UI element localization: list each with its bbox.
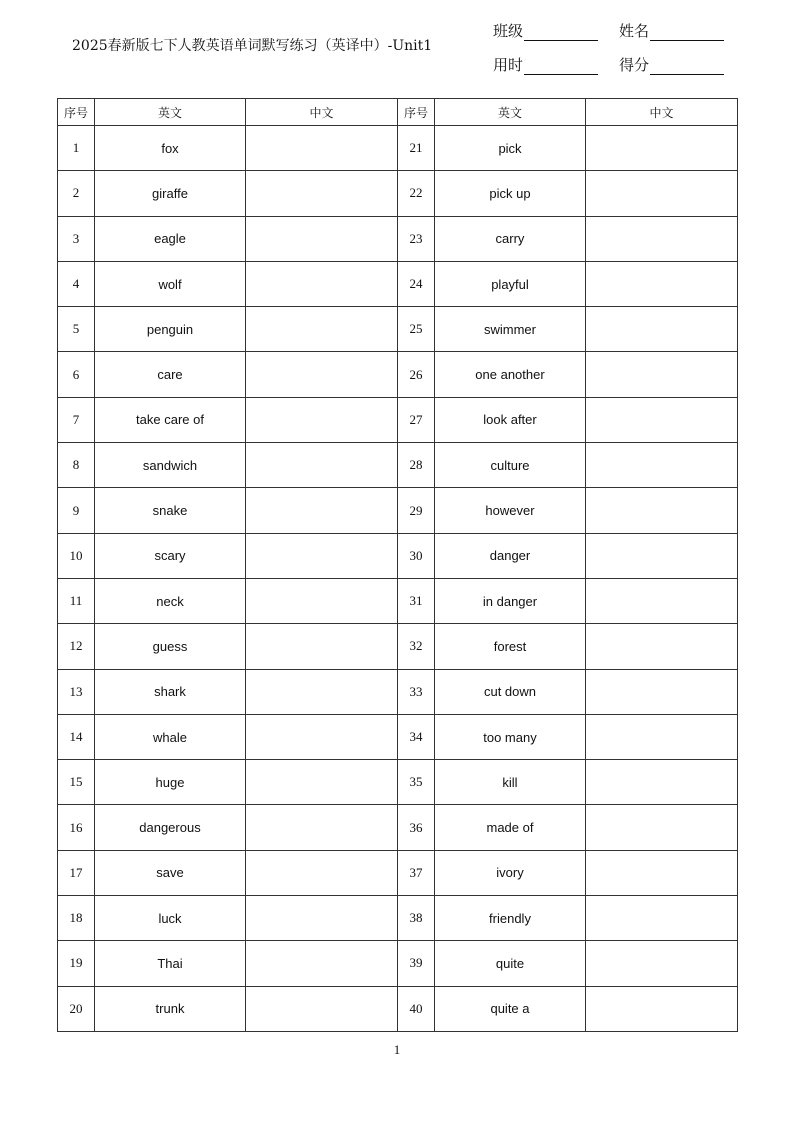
chinese-answer-blank[interactable] [586, 307, 738, 352]
name-blank[interactable] [650, 26, 724, 41]
row-number: 35 [398, 760, 435, 805]
table-row [58, 669, 738, 714]
header-chinese-left: 中文 [246, 99, 398, 126]
chinese-answer-blank[interactable] [586, 126, 738, 171]
english-word: penguin [95, 307, 246, 352]
english-word: carry [435, 216, 586, 261]
row-number: 15 [58, 760, 95, 805]
english-word: culture [435, 443, 586, 488]
english-word: ivory [435, 850, 586, 895]
chinese-answer-blank[interactable] [586, 624, 738, 669]
english-word: save [95, 850, 246, 895]
table-row [58, 397, 738, 442]
english-word: care [95, 352, 246, 397]
english-word: look after [435, 397, 586, 442]
english-word: danger [435, 533, 586, 578]
english-word: trunk [95, 986, 246, 1031]
row-number: 10 [58, 533, 95, 578]
chinese-answer-blank[interactable] [586, 352, 738, 397]
row-number: 4 [58, 261, 95, 306]
chinese-answer-blank[interactable] [586, 443, 738, 488]
chinese-answer-blank[interactable] [586, 533, 738, 578]
table-row [58, 533, 738, 578]
english-word: cut down [435, 669, 586, 714]
row-number: 40 [398, 986, 435, 1031]
header-number-left: 序号 [58, 99, 95, 126]
row-number: 7 [58, 397, 95, 442]
page-number: 1 [393, 1042, 401, 1057]
table-row [58, 624, 738, 669]
english-word: guess [95, 624, 246, 669]
chinese-answer-blank[interactable] [586, 488, 738, 533]
chinese-answer-blank[interactable] [246, 352, 398, 397]
chinese-answer-blank[interactable] [586, 669, 738, 714]
english-word: forest [435, 624, 586, 669]
english-word: playful [435, 261, 586, 306]
class-label: 班级 [493, 22, 524, 40]
table-row [58, 714, 738, 759]
chinese-answer-blank[interactable] [246, 533, 398, 578]
chinese-answer-blank[interactable] [246, 578, 398, 623]
chinese-answer-blank[interactable] [586, 397, 738, 442]
english-word: wolf [95, 261, 246, 306]
chinese-answer-blank[interactable] [246, 126, 398, 171]
english-word: whale [95, 714, 246, 759]
row-number: 17 [58, 850, 95, 895]
english-word: made of [435, 805, 586, 850]
name-field [619, 20, 724, 41]
chinese-answer-blank[interactable] [586, 896, 738, 941]
english-word: quite [435, 941, 586, 986]
row-number: 32 [398, 624, 435, 669]
english-word: luck [95, 896, 246, 941]
row-number: 23 [398, 216, 435, 261]
chinese-answer-blank[interactable] [246, 624, 398, 669]
chinese-answer-blank[interactable] [246, 669, 398, 714]
table-row [58, 126, 738, 171]
english-word: sandwich [95, 443, 246, 488]
worksheet-title: 2025春新版七下人教英语单词默写练习（英译中）-Unit1 [72, 38, 433, 54]
row-number: 8 [58, 443, 95, 488]
row-number: 30 [398, 533, 435, 578]
row-number: 38 [398, 896, 435, 941]
table-row [58, 850, 738, 895]
row-number: 14 [58, 714, 95, 759]
chinese-answer-blank[interactable] [246, 805, 398, 850]
english-word: one another [435, 352, 586, 397]
row-number: 27 [398, 397, 435, 442]
table-row [58, 171, 738, 216]
time-label: 用时 [493, 56, 524, 74]
chinese-answer-blank[interactable] [246, 941, 398, 986]
row-number: 2 [58, 171, 95, 216]
row-number: 18 [58, 896, 95, 941]
header-english-left: 英文 [95, 99, 246, 126]
english-word: huge [95, 760, 246, 805]
row-number: 22 [398, 171, 435, 216]
english-word: dangerous [95, 805, 246, 850]
english-word: friendly [435, 896, 586, 941]
table-row [58, 760, 738, 805]
english-word: giraffe [95, 171, 246, 216]
row-number: 24 [398, 261, 435, 306]
english-word: shark [95, 669, 246, 714]
english-word: fox [95, 126, 246, 171]
english-word: take care of [95, 397, 246, 442]
english-word: neck [95, 578, 246, 623]
row-number: 6 [58, 352, 95, 397]
score-blank[interactable] [650, 60, 724, 75]
table-row [58, 443, 738, 488]
english-word: pick [435, 126, 586, 171]
chinese-answer-blank[interactable] [586, 760, 738, 805]
header-english-right: 英文 [435, 99, 586, 126]
row-number: 34 [398, 714, 435, 759]
table-row [58, 986, 738, 1031]
english-word: eagle [95, 216, 246, 261]
row-number: 39 [398, 941, 435, 986]
row-number: 29 [398, 488, 435, 533]
vocabulary-table [57, 98, 738, 1032]
time-blank[interactable] [524, 60, 598, 75]
chinese-answer-blank[interactable] [246, 714, 398, 759]
english-word: in danger [435, 578, 586, 623]
table-row [58, 352, 738, 397]
row-number: 12 [58, 624, 95, 669]
chinese-answer-blank[interactable] [586, 986, 738, 1031]
english-word: Thai [95, 941, 246, 986]
row-number: 37 [398, 850, 435, 895]
table-row [58, 805, 738, 850]
chinese-answer-blank[interactable] [246, 397, 398, 442]
chinese-answer-blank[interactable] [246, 760, 398, 805]
chinese-answer-blank[interactable] [246, 488, 398, 533]
row-number: 3 [58, 216, 95, 261]
chinese-answer-blank[interactable] [586, 805, 738, 850]
row-number: 11 [58, 578, 95, 623]
english-word: pick up [435, 171, 586, 216]
chinese-answer-blank[interactable] [246, 986, 398, 1031]
chinese-answer-blank[interactable] [586, 578, 738, 623]
chinese-answer-blank[interactable] [586, 171, 738, 216]
english-word: swimmer [435, 307, 586, 352]
row-number: 33 [398, 669, 435, 714]
row-number: 9 [58, 488, 95, 533]
row-number: 36 [398, 805, 435, 850]
row-number: 25 [398, 307, 435, 352]
row-number: 1 [58, 126, 95, 171]
chinese-answer-blank[interactable] [246, 443, 398, 488]
english-word: however [435, 488, 586, 533]
english-word: too many [435, 714, 586, 759]
chinese-answer-blank[interactable] [246, 307, 398, 352]
time-field [493, 54, 598, 75]
english-word: quite a [435, 986, 586, 1031]
english-word: scary [95, 533, 246, 578]
name-label: 姓名 [619, 22, 650, 40]
class-field [493, 20, 598, 41]
table-header-row [58, 99, 738, 126]
row-number: 19 [58, 941, 95, 986]
table-row [58, 941, 738, 986]
header-chinese-right: 中文 [586, 99, 738, 126]
chinese-answer-blank[interactable] [246, 850, 398, 895]
table-row [58, 896, 738, 941]
row-number: 28 [398, 443, 435, 488]
chinese-answer-blank[interactable] [586, 941, 738, 986]
row-number: 31 [398, 578, 435, 623]
english-word: snake [95, 488, 246, 533]
table-row [58, 261, 738, 306]
chinese-answer-blank[interactable] [586, 714, 738, 759]
row-number: 26 [398, 352, 435, 397]
chinese-answer-blank[interactable] [246, 261, 398, 306]
chinese-answer-blank[interactable] [586, 261, 738, 306]
chinese-answer-blank[interactable] [586, 850, 738, 895]
table-row [58, 216, 738, 261]
chinese-answer-blank[interactable] [586, 216, 738, 261]
chinese-answer-blank[interactable] [246, 171, 398, 216]
score-label: 得分 [619, 56, 650, 74]
row-number: 5 [58, 307, 95, 352]
chinese-answer-blank[interactable] [246, 896, 398, 941]
row-number: 16 [58, 805, 95, 850]
row-number: 13 [58, 669, 95, 714]
english-word: kill [435, 760, 586, 805]
chinese-answer-blank[interactable] [246, 216, 398, 261]
table-row [58, 488, 738, 533]
table-row [58, 578, 738, 623]
row-number: 21 [398, 126, 435, 171]
row-number: 20 [58, 986, 95, 1031]
header-number-right: 序号 [398, 99, 435, 126]
table-row [58, 307, 738, 352]
class-blank[interactable] [524, 26, 598, 41]
score-field [619, 54, 724, 75]
